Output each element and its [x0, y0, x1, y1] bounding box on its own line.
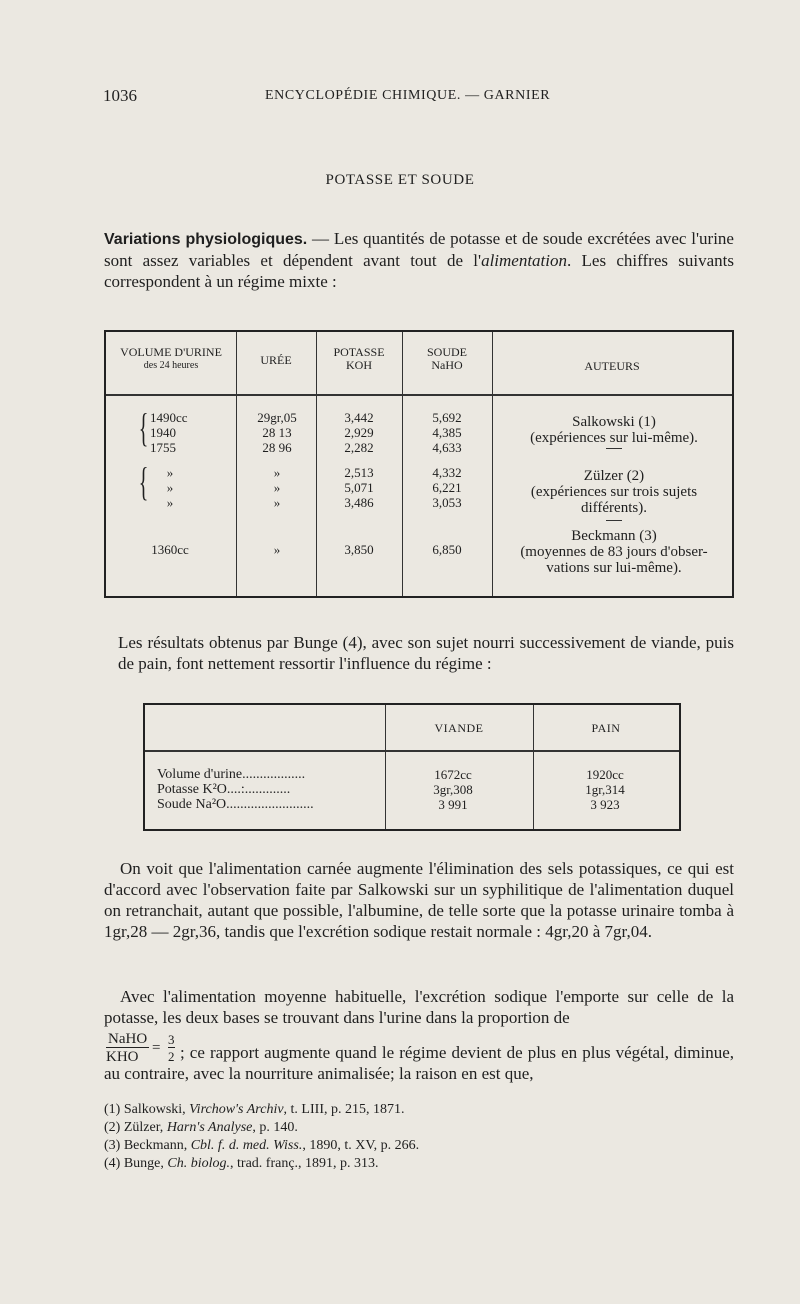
cell-uree: » [273, 465, 281, 480]
cell-volume: 1490cc [150, 410, 188, 425]
cell-volume: » [166, 495, 174, 510]
author-note: (moyennes de 83 jours d'obser- [520, 544, 708, 560]
diet-comparison-table [143, 703, 681, 831]
header-rule [106, 394, 732, 396]
footnote-number: (2) [104, 1120, 121, 1135]
footnote-4 [104, 1155, 419, 1173]
footnotes [104, 1101, 419, 1173]
fraction-numerator: NaHO [108, 1031, 148, 1047]
header-rule [145, 750, 679, 752]
cell-uree: » [273, 480, 281, 495]
header-potasse-sub: KOH [346, 358, 372, 372]
footnote-author: Beckmann, [123, 1138, 191, 1153]
author-salkowski [496, 414, 732, 446]
ratio-paragraph: ; ce rapport augmente quand le régime devient de plus en plus végétal, diminue, au contraire, avec la nourriture animalisée; la raison en est que, [104, 1043, 734, 1083]
footnote-rest: , t. LIII, p. 215, 1871. [283, 1102, 405, 1117]
cell-potasse: 2,513 [344, 465, 374, 480]
row-label: Potasse K²O....:............. [157, 782, 291, 797]
cell-potasse: 3,442 [344, 410, 374, 425]
cell-potasse: 2,282 [344, 440, 374, 455]
cell-viande: 1672cc [434, 767, 472, 782]
proportion-paragraph: Avec l'alimentation moyenne habituelle, l'excrétion sodique l'emporte sur celle de la potasse, les deux bases se trouvant dans l'urine dans la proportion de [104, 987, 734, 1027]
cell-pain: 1920cc [586, 767, 624, 782]
footnote-1 [104, 1101, 419, 1119]
header-soude [402, 346, 492, 372]
footnote-3 [104, 1137, 419, 1155]
fraction-equals: = [152, 1040, 161, 1056]
cell-soude: 4,332 [432, 465, 462, 480]
col-divider [236, 332, 237, 596]
footnote-work: Virchow's Archiv [189, 1102, 284, 1117]
footnote-work: Ch. biolog. [167, 1156, 231, 1171]
cell-potasse: 3,486 [344, 495, 374, 510]
footnote-author: Zülzer, [123, 1120, 167, 1135]
cell-potasse: 3,850 [344, 542, 374, 557]
footnote-2 [104, 1119, 419, 1137]
section-title: POTASSE ET SOUDE [325, 172, 475, 188]
intro-paragraph [104, 228, 734, 292]
footnote-rest: , p. 140. [252, 1120, 298, 1135]
cell-soude: 6,850 [432, 542, 462, 557]
cell-volume: 1755 [150, 440, 176, 455]
cell-soude: 4,385 [432, 425, 462, 440]
cell-soude: 4,633 [432, 440, 462, 455]
footnote-number: (1) [104, 1102, 121, 1117]
author-beckmann [496, 528, 732, 576]
footnote-rest: , trad. franç., 1891, p. 313. [230, 1156, 379, 1171]
header-volume-label: VOLUME D'URINE [120, 345, 222, 359]
intro-lead: Variations physiologiques. [104, 231, 308, 248]
author-name: Beckmann (3) [571, 528, 657, 544]
row-label: Soude Na²O......................... [157, 797, 314, 812]
cell-soude: 3,053 [432, 495, 462, 510]
cell-potasse: 2,929 [344, 425, 374, 440]
separator [606, 520, 622, 521]
author-note: (expériences sur trois sujets [530, 484, 698, 500]
cell-uree: 28 13 [262, 425, 292, 440]
header-soude-label: SOUDE [426, 345, 467, 359]
footnote-author: Salkowski, [123, 1102, 190, 1117]
author-name: Zülzer (2) [583, 468, 645, 484]
cell-viande: 3gr,308 [433, 782, 473, 797]
ratio-numerator: 3 [168, 1032, 175, 1047]
cell-soude: 6,221 [432, 480, 462, 495]
cell-volume: » [166, 480, 174, 495]
author-note: (expériences sur lui-même). [530, 430, 698, 446]
fraction-denominator: KHO [106, 1049, 139, 1065]
cell-soude: 5,692 [432, 410, 462, 425]
footnote-work: Harn's Analyse [166, 1120, 253, 1135]
intro-emphasis: alimentation [481, 251, 568, 270]
cell-volume: 1360cc [151, 542, 189, 557]
author-zulzer [496, 468, 732, 516]
author-note: différents). [581, 500, 647, 516]
header-uree: URÉE [260, 353, 292, 367]
cell-volume: » [166, 465, 174, 480]
intro-text-1: — Les quantités de potasse et de soude excrétées avec l'urine sont assez variables et dépendent avant tout de l' [104, 229, 734, 270]
ratio-denominator: 2 [168, 1049, 175, 1064]
cell-potasse: 5,071 [344, 480, 374, 495]
header-auteurs: AUTEURS [584, 359, 640, 373]
author-name: Salkowski (1) [572, 414, 656, 430]
footnote-number: (3) [104, 1138, 121, 1153]
brace-glyph: { [138, 405, 149, 450]
header-viande: VIANDE [434, 721, 484, 735]
cell-pain: 1gr,314 [585, 782, 625, 797]
footnote-number: (4) [104, 1156, 121, 1171]
footnote-work: Cbl. f. d. med. Wiss. [190, 1138, 303, 1153]
header-potasse-label: POTASSE [333, 345, 385, 359]
cell-pain: 3 923 [590, 797, 620, 812]
page-number: 1036 [103, 86, 137, 105]
cell-uree: 29gr,05 [257, 410, 297, 425]
header-volume [110, 346, 232, 372]
header-soude-sub: NaHO [431, 358, 463, 372]
bunge-paragraph: Les résultats obtenus par Bunge (4), avec son sujet nourri successivement de viande, puis de pain, font nettement ressortir l'influence du régime : [118, 633, 734, 673]
cell-volume: 1940 [150, 425, 176, 440]
cell-uree: » [273, 495, 281, 510]
author-note: vations sur lui-même). [546, 560, 682, 576]
footnote-author: Bunge, [123, 1156, 168, 1171]
cell-uree: » [273, 542, 281, 557]
cell-viande: 3 991 [438, 797, 468, 812]
cell-uree: 28 96 [262, 440, 292, 455]
urine-composition-table [104, 330, 734, 598]
header-potasse [316, 346, 402, 372]
row-label: Volume d'urine.................. [157, 767, 306, 782]
page-header [103, 86, 743, 110]
separator [606, 448, 622, 449]
footnote-rest: , 1890, t. XV, p. 266. [302, 1138, 420, 1153]
header-pain: PAIN [591, 721, 621, 735]
intro-text-2: . Les chiffres suivants correspondent à un régime mixte : [104, 251, 734, 291]
conclusion-paragraph: On voit que l'alimentation carnée augmente l'élimination des sels potassiques, ce qui est d'accord avec l'observation faite par Salkowski sur un syphilitique de l'alimentation duquel on retranchait, autant que possible, l'albumine, de telle sorte que la potasse urinaire tomba à 1gr,28 — 2gr,36, tandis que l'excrétion sodique restait normale : 4gr,20 à 7gr,04. [104, 859, 734, 941]
header-volume-sub: des 24 heures [143, 360, 199, 371]
brace-glyph: { [138, 459, 149, 504]
running-title: ENCYCLOPÉDIE CHIMIQUE. — GARNIER [265, 88, 551, 103]
